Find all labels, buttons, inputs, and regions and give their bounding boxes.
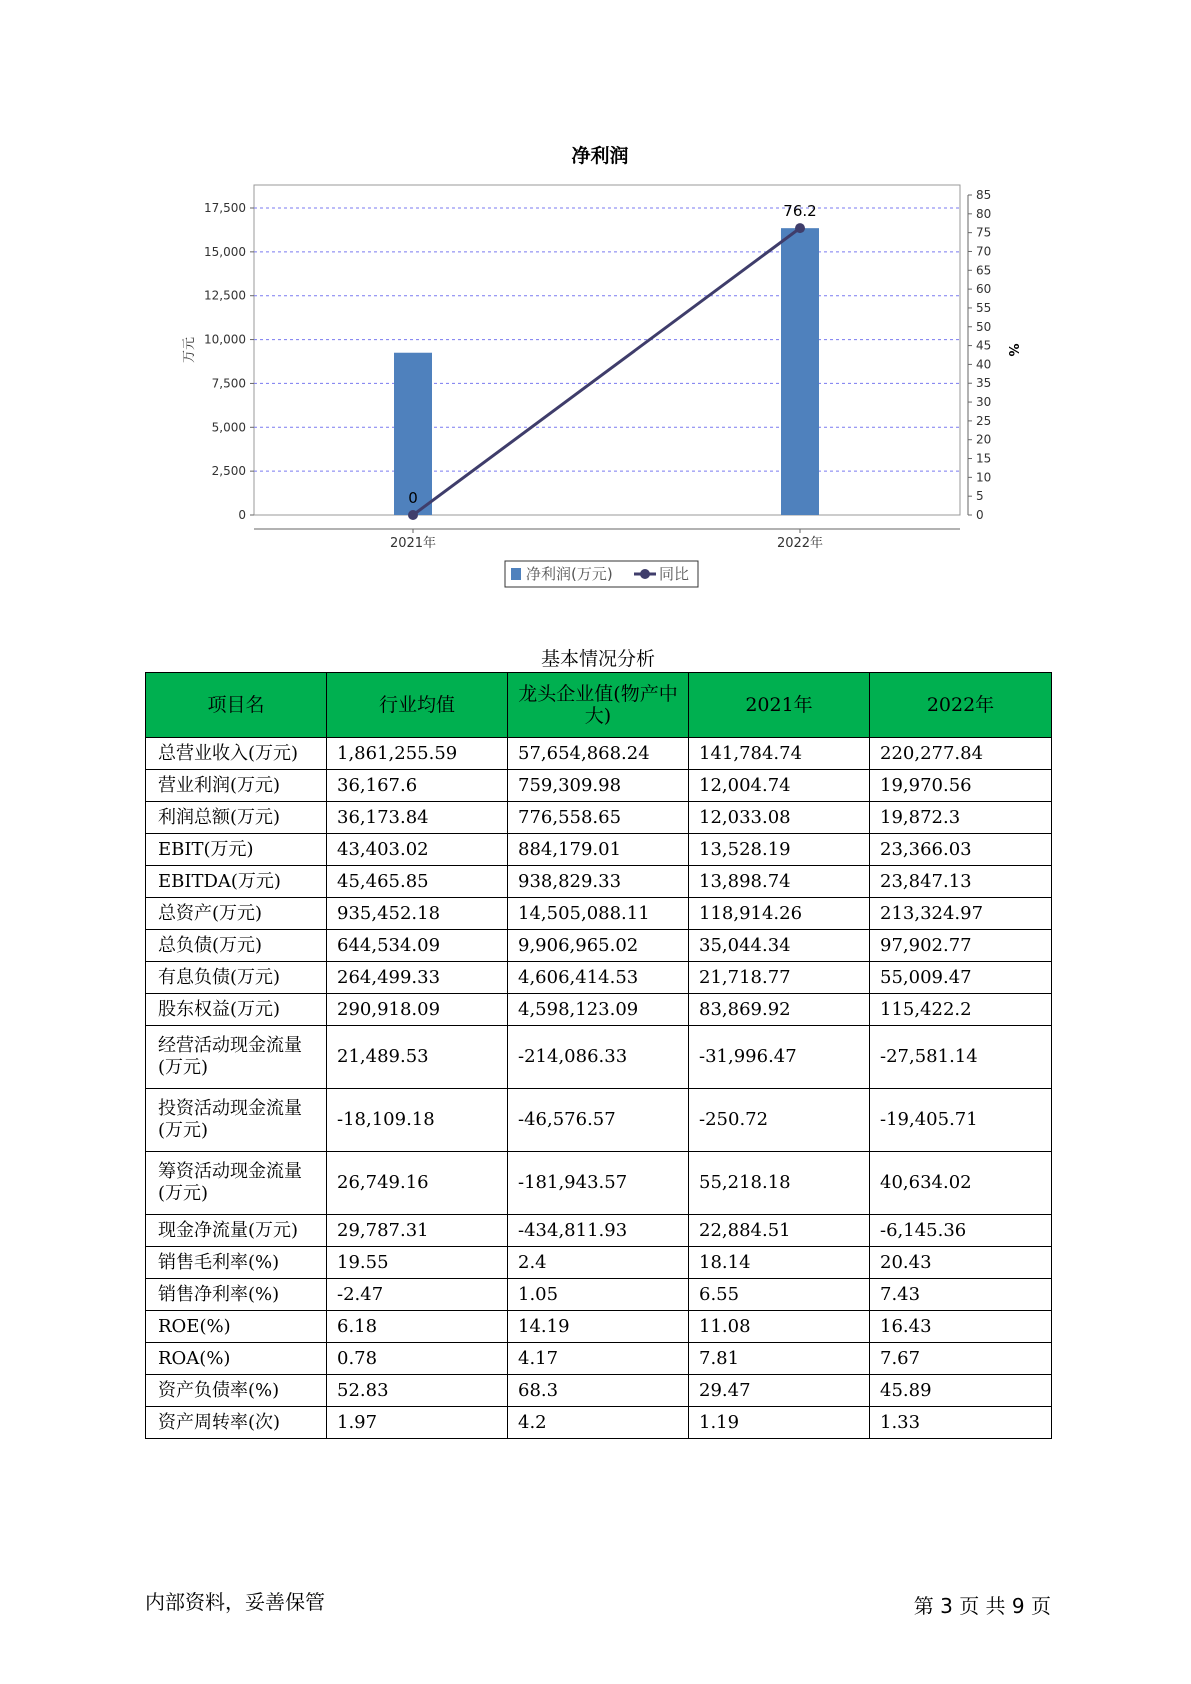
table-cell: 7.67	[870, 1343, 1052, 1375]
table-cell: 19.55	[327, 1247, 508, 1279]
y2-tick-label: 35	[976, 376, 992, 391]
table-row	[146, 1089, 1052, 1152]
table-row	[146, 962, 1052, 994]
table-cell: 1.33	[870, 1407, 1052, 1439]
yoy-point	[408, 510, 418, 520]
row-label: 销售毛利率(%)	[146, 1247, 327, 1279]
y-tick-label: 15,000	[204, 244, 246, 259]
table-cell: 1.05	[508, 1279, 689, 1311]
header-leader-value: 龙头企业值(物产中大)	[508, 673, 689, 738]
table-row	[146, 1375, 1052, 1407]
table-cell: 4,598,123.09	[508, 994, 689, 1026]
table-cell: -2.47	[327, 1279, 508, 1311]
footer-page-number: 第 3 页 共 9 页	[913, 1594, 1051, 1618]
table-row	[146, 866, 1052, 898]
y2-tick-label: 85	[976, 188, 992, 202]
y2-tick-label: 80	[976, 206, 992, 221]
table-row	[146, 834, 1052, 866]
legend-label-bar: 净利润(万元)	[526, 565, 613, 583]
table-cell: 57,654,868.24	[508, 738, 689, 770]
table-cell: -6,145.36	[870, 1215, 1052, 1247]
table-cell: 938,829.33	[508, 866, 689, 898]
table-row	[146, 770, 1052, 802]
table-cell: 68.3	[508, 1375, 689, 1407]
row-label: ROE(%)	[146, 1311, 327, 1343]
y2-tick-label: 25	[976, 413, 992, 428]
table-cell: 55,009.47	[870, 962, 1052, 994]
row-label: 利润总额(万元)	[146, 802, 327, 834]
y-tick-label: 12,500	[204, 288, 246, 303]
x-tick-label: 2022年	[776, 536, 824, 551]
table-cell: 213,324.97	[870, 898, 1052, 930]
table-cell: 29.47	[689, 1375, 870, 1407]
table-cell: -19,405.71	[870, 1089, 1052, 1152]
y2-tick-label: 55	[976, 300, 992, 315]
table-cell: 2.4	[508, 1247, 689, 1279]
table-cell: 7.43	[870, 1279, 1052, 1311]
table-cell: 776,558.65	[508, 802, 689, 834]
row-label: 有息负债(万元)	[146, 962, 327, 994]
header-row	[146, 673, 1052, 738]
table-cell: 644,534.09	[327, 930, 508, 962]
table-cell: 7.81	[689, 1343, 870, 1375]
table-cell: 26,749.16	[327, 1152, 508, 1215]
yoy-data-label: 76.2	[783, 202, 817, 221]
table-cell: 97,902.77	[870, 930, 1052, 962]
y2-tick-label: 45	[976, 338, 992, 353]
table-cell: -214,086.33	[508, 1026, 689, 1089]
y-tick-label: 10,000	[204, 332, 246, 347]
chart-svg	[0, 0, 1191, 600]
table-cell: 13,528.19	[689, 834, 870, 866]
y2-tick-label: 75	[976, 225, 992, 240]
table-cell: 13,898.74	[689, 866, 870, 898]
y-tick-label: 0	[238, 508, 246, 522]
row-label: 现金净流量(万元)	[146, 1215, 327, 1247]
table-cell: 21,489.53	[327, 1026, 508, 1089]
analysis-table	[145, 672, 1052, 1439]
table-cell: 1.97	[327, 1407, 508, 1439]
table-cell: 22,884.51	[689, 1215, 870, 1247]
table-cell: 35,044.34	[689, 930, 870, 962]
table-row	[146, 1343, 1052, 1375]
table-cell: 6.18	[327, 1311, 508, 1343]
y-tick-label: 5,000	[211, 420, 246, 435]
table-body	[146, 738, 1052, 1439]
table-cell: 29,787.31	[327, 1215, 508, 1247]
header-2022: 2022年	[870, 673, 1052, 738]
table-cell: 1.19	[689, 1407, 870, 1439]
row-label: EBITDA(万元)	[146, 866, 327, 898]
y2-tick-label: 10	[976, 470, 992, 485]
table-cell: 19,970.56	[870, 770, 1052, 802]
table-cell: 18.14	[689, 1247, 870, 1279]
table-cell: 36,173.84	[327, 802, 508, 834]
row-label: 总资产(万元)	[146, 898, 327, 930]
table-cell: 20.43	[870, 1247, 1052, 1279]
bar-2022年	[781, 228, 819, 515]
table-cell: 23,847.13	[870, 866, 1052, 898]
table-cell: 884,179.01	[508, 834, 689, 866]
table-cell: 264,499.33	[327, 962, 508, 994]
footer-confidential-note: 内部资料，妥善保管	[145, 1590, 325, 1614]
header-2021: 2021年	[689, 673, 870, 738]
table-cell: -46,576.57	[508, 1089, 689, 1152]
y-tick-label: 2,500	[211, 464, 246, 479]
table-cell: 12,004.74	[689, 770, 870, 802]
y2-tick-label: 60	[976, 282, 992, 297]
y2-tick-label: 20	[976, 432, 992, 447]
table-row	[146, 1279, 1052, 1311]
table-cell: 16.43	[870, 1311, 1052, 1343]
table-cell: 45.89	[870, 1375, 1052, 1407]
y-tick-label: 7,500	[211, 376, 246, 391]
table-cell: 43,403.02	[327, 834, 508, 866]
y2-tick-label: 15	[976, 451, 992, 466]
y2-tick-label: 5	[976, 489, 984, 504]
table-cell: -31,996.47	[689, 1026, 870, 1089]
y-axis-label: 万元	[182, 336, 197, 364]
table-row	[146, 930, 1052, 962]
table-cell: 83,869.92	[689, 994, 870, 1026]
table-cell: -27,581.14	[870, 1026, 1052, 1089]
x-tick-label: 2021年	[389, 536, 437, 551]
table-cell: 935,452.18	[327, 898, 508, 930]
table-row	[146, 802, 1052, 834]
net-profit-chart	[0, 0, 1191, 600]
table-cell: 23,366.03	[870, 834, 1052, 866]
table-cell: 6.55	[689, 1279, 870, 1311]
table-cell: 11.08	[689, 1311, 870, 1343]
y2-tick-label: 50	[976, 319, 992, 334]
table-cell: 45,465.85	[327, 866, 508, 898]
table-cell: 52.83	[327, 1375, 508, 1407]
table-cell: -250.72	[689, 1089, 870, 1152]
row-label: 筹资活动现金流量(万元)	[146, 1152, 327, 1215]
legend-swatch-bar	[511, 568, 521, 580]
table-row	[146, 1407, 1052, 1439]
table-cell: 4,606,414.53	[508, 962, 689, 994]
row-label: 投资活动现金流量(万元)	[146, 1089, 327, 1152]
row-label: 总营业收入(万元)	[146, 738, 327, 770]
table-row	[146, 1215, 1052, 1247]
table-cell: 14.19	[508, 1311, 689, 1343]
y2-tick-label: 0	[976, 508, 984, 522]
table-cell: -434,811.93	[508, 1215, 689, 1247]
table-cell: 1,861,255.59	[327, 738, 508, 770]
y2-tick-label: 40	[976, 357, 992, 372]
legend-label-line: 同比	[659, 565, 690, 583]
table-cell: 12,033.08	[689, 802, 870, 834]
table-row	[146, 1247, 1052, 1279]
table-cell: 220,277.84	[870, 738, 1052, 770]
table-caption: 基本情况分析	[540, 648, 655, 670]
table-header	[146, 673, 1052, 738]
y2-tick-label: 65	[976, 263, 992, 278]
table-cell: -18,109.18	[327, 1089, 508, 1152]
row-label: 股东权益(万元)	[146, 994, 327, 1026]
row-label: 总负债(万元)	[146, 930, 327, 962]
table-row	[146, 1311, 1052, 1343]
table-cell: 141,784.74	[689, 738, 870, 770]
table-cell: 115,422.2	[870, 994, 1052, 1026]
yoy-point	[795, 223, 805, 233]
table-cell: -181,943.57	[508, 1152, 689, 1215]
legend-swatch-point	[640, 569, 650, 579]
table-cell: 14,505,088.11	[508, 898, 689, 930]
plot-frame	[254, 185, 960, 515]
table-cell: 0.78	[327, 1343, 508, 1375]
table-row	[146, 898, 1052, 930]
table-cell: 21,718.77	[689, 962, 870, 994]
header-industry-avg: 行业均值	[327, 673, 508, 738]
y2-axis-label: %	[1005, 343, 1020, 357]
table-cell: 4.17	[508, 1343, 689, 1375]
yoy-data-label: 0	[408, 489, 418, 507]
table-cell: 40,634.02	[870, 1152, 1052, 1215]
table-cell: 36,167.6	[327, 770, 508, 802]
table-row	[146, 738, 1052, 770]
row-label: 销售净利率(%)	[146, 1279, 327, 1311]
row-label: ROA(%)	[146, 1343, 327, 1375]
row-label: 资产负债率(%)	[146, 1375, 327, 1407]
table-row	[146, 994, 1052, 1026]
table-cell: 118,914.26	[689, 898, 870, 930]
row-label: EBIT(万元)	[146, 834, 327, 866]
y2-tick-label: 30	[976, 395, 992, 410]
y-tick-label: 17,500	[204, 201, 246, 215]
row-label: 经营活动现金流量(万元)	[146, 1026, 327, 1089]
table-row	[146, 1152, 1052, 1215]
table-cell: 759,309.98	[508, 770, 689, 802]
chart-title: 净利润	[571, 145, 629, 167]
y2-tick-label: 70	[976, 244, 992, 259]
row-label: 资产周转率(次)	[146, 1407, 327, 1439]
row-label: 营业利润(万元)	[146, 770, 327, 802]
table-cell: 19,872.3	[870, 802, 1052, 834]
table-cell: 4.2	[508, 1407, 689, 1439]
table-cell: 55,218.18	[689, 1152, 870, 1215]
table-cell: 290,918.09	[327, 994, 508, 1026]
table-row	[146, 1026, 1052, 1089]
header-item-name: 项目名	[146, 673, 327, 738]
table-cell: 9,906,965.02	[508, 930, 689, 962]
